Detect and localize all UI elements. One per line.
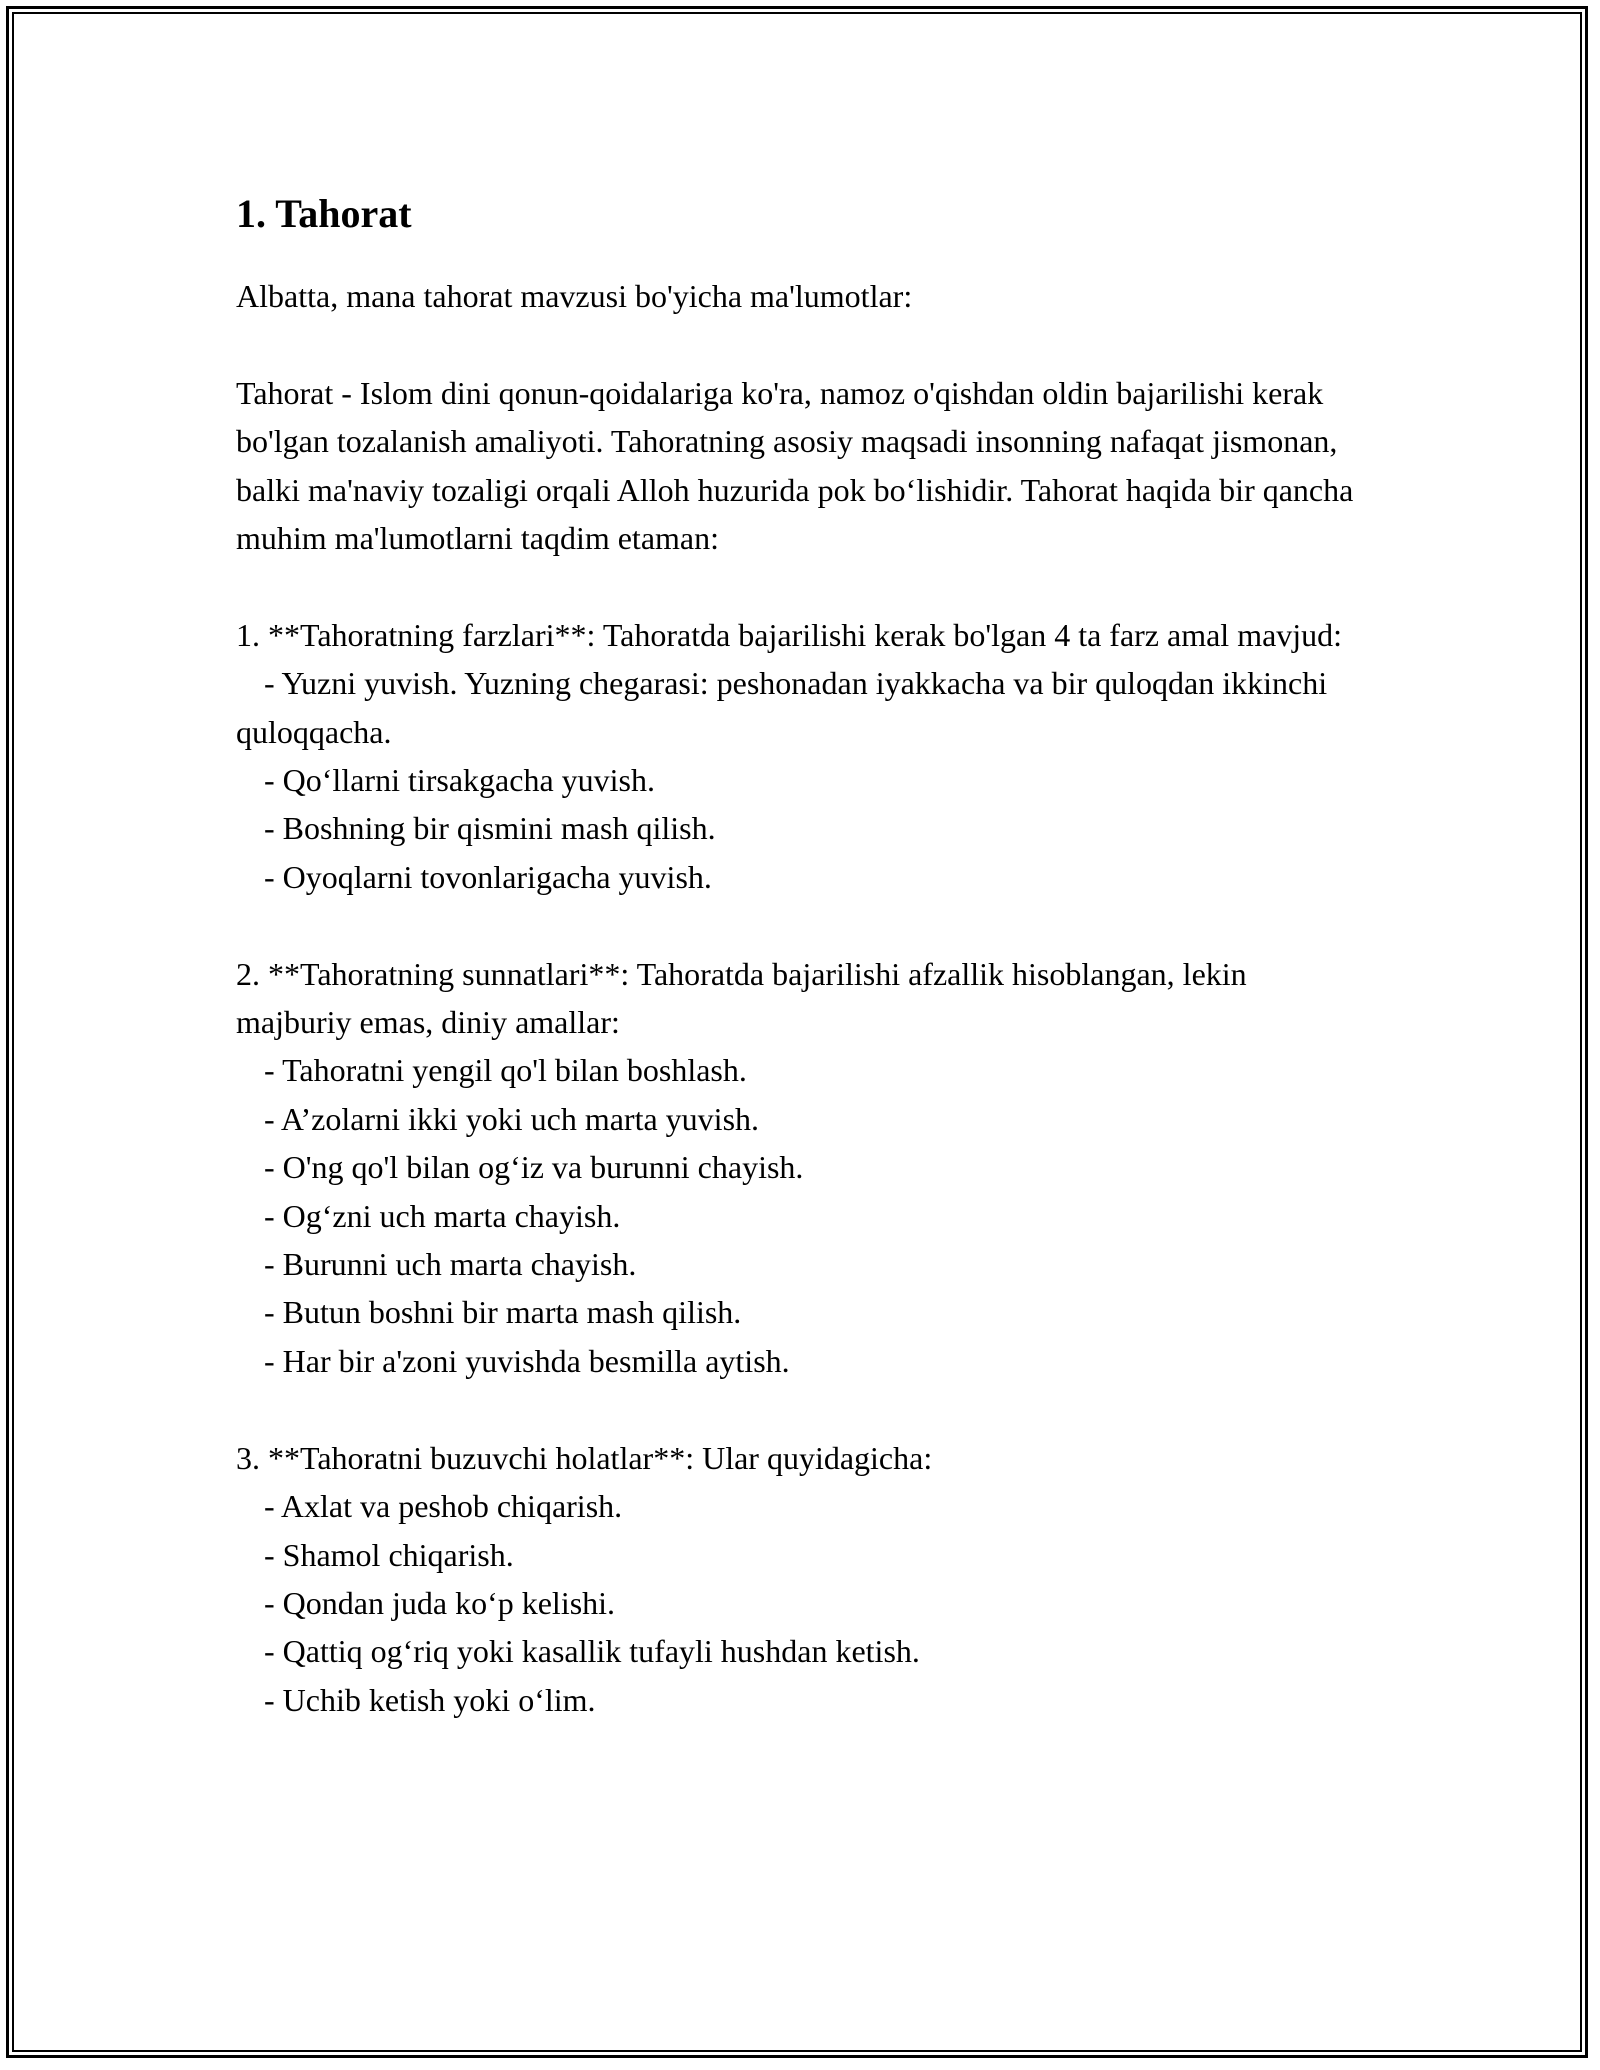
list-item: - Uchib ketish yoki o‘lim.	[264, 1681, 596, 1718]
paragraph-gap	[236, 1385, 1366, 1433]
section-title: 2. **Tahoratning sunnatlari**: Tahoratda bajarilishi afzallik hisoblangan, lekin majburiy emas, diniy amallar:	[236, 955, 1255, 1041]
document-heading: 1. Tahorat	[236, 191, 412, 236]
document-body	[236, 186, 1366, 1724]
list-item: - Har bir a'zoni yuvishda besmilla aytish.	[264, 1342, 790, 1379]
list-item: - Burunni uch marta chayish.	[264, 1246, 637, 1283]
section-sunnatlar	[236, 950, 1366, 1386]
list-item: - Oyoqlarni tovonlarigacha yuvish.	[264, 858, 712, 895]
list-item: - O'ng qo'l bilan og‘iz va burunni chayish.	[264, 1149, 804, 1186]
list-item: - Shamol chiqarish.	[264, 1536, 514, 1573]
section-title: 1. **Tahoratning farzlari**: Tahoratda bajarilishi kerak bo'lgan 4 ta farz amal mavjud:	[236, 616, 1343, 653]
list-item: - Qondan juda ko‘p kelishi.	[264, 1584, 616, 1621]
list-item: - A’zolarni ikki yoki uch marta yuvish.	[264, 1100, 760, 1137]
section-title: 3. **Tahoratni buzuvchi holatlar**: Ular quyidagicha:	[236, 1439, 933, 1476]
list-item: - Butun boshni bir marta mash qilish.	[264, 1294, 742, 1331]
list-item: - Qo‘llarni tirsakgacha yuvish.	[264, 762, 655, 799]
description-paragraph: Tahorat - Islom dini qonun-qoidalariga ko'ra, namoz o'qishdan oldin bajarilishi kerak bo'lgan tozalanish amaliyoti. Tahoratning asosiy maqsadi insonning nafaqat jismonan, balki ma'naviy tozaligi orqali Alloh huzurida pok bo‘lishidir. Tahorat haqida bir qancha muhim ma'lumotlarni taqdim etaman:	[236, 374, 1362, 557]
list-item: - Boshning bir qismini mash qilish.	[264, 810, 716, 847]
section-farzlar	[236, 611, 1366, 901]
paragraph-gap	[236, 320, 1366, 368]
list-item: - Og‘zni uch marta chayish.	[264, 1197, 621, 1234]
paragraph-gap	[236, 901, 1366, 949]
list-item: - Axlat va peshob chiqarish.	[264, 1488, 623, 1525]
paragraph-gap	[236, 562, 1366, 610]
list-item: - Qattiq og‘riq yoki kasallik tufayli hushdan ketish.	[264, 1633, 920, 1670]
list-item: - Tahoratni yengil qo'l bilan boshlash.	[264, 1052, 747, 1089]
section-buzuvchi-holatlar	[236, 1434, 1366, 1724]
intro-paragraph: Albatta, mana tahorat mavzusi bo'yicha ma'lumotlar:	[236, 278, 913, 314]
list-item: - Yuzni yuvish. Yuzning chegarasi: peshonadan iyakkacha va bir quloqdan ikkinchi quloqqacha.	[236, 665, 1336, 750]
